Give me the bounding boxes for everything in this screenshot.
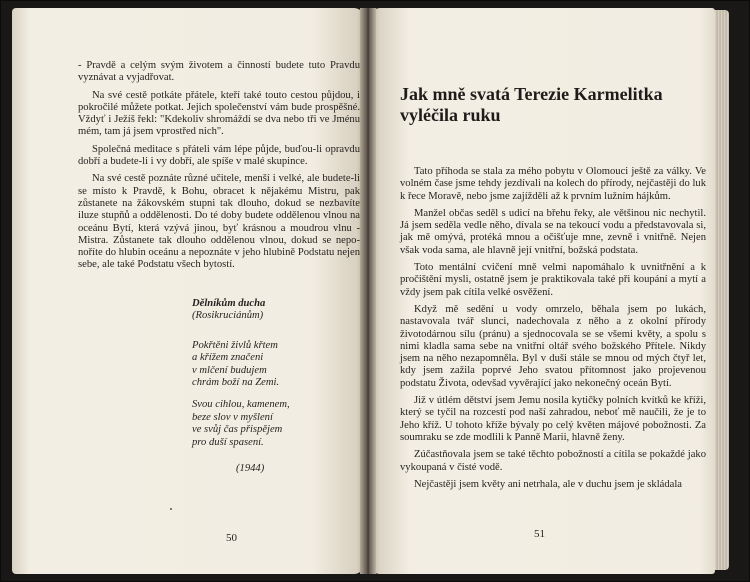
page-edges: [715, 10, 729, 570]
paragraph: Již v útlém dětství jsem Jemu nosila kytičky polních kvítků ke kříži, který se tyčil na rozcestí pod naší zahradou, neboť mě naučili, že je to Jeho kříž. U tohoto kříže bývaly po celý květen májové pobožnosti. Za soumraku se zde modlili k Panně Marii, hlavně ženy.: [400, 395, 706, 443]
paragraph: Společná meditace s přáteli vám lépe půjde, buďou-li opravdu dobří a budete-li i vy dobří, ale spíše v malé skupince.: [78, 143, 360, 168]
right-page: [370, 8, 715, 574]
poem-year: (1944): [236, 463, 265, 475]
paragraph: - Pravdě a celým svým životem a činností budete tuto Pravdu vyznávat a vyjadřovat.: [78, 60, 360, 84]
paper-speck: [170, 508, 172, 510]
paragraph: Manžel občas seděl s udicí na břehu řeky, ale většinou nic nechytil. Já jsem seděla vedle něho, dívala se na tekoucí vodu a představovala si, jak mě omývá, protéká mnou a očišťuje mne, zevně i vnitřně. Nejen však voda sama, ale hlavně její vnitřní, božská podstata.: [400, 207, 706, 256]
page-number-right: 51: [534, 528, 545, 540]
paragraph: Nejčastěji jsem květy ani netrhala, ale v duchu jsem je skládala: [414, 478, 682, 490]
left-page: [12, 8, 364, 574]
page-number-left: 50: [226, 532, 237, 544]
paragraph: Na své cestě poznáte různé učitele, menší i velké, ale budete-li se místo k Pravdě, k Bohu, obracet k nějakému Mistru, pak zůstanete na žákovském stupni tak dlouho, dokud se nezbavíte iluze stupňů a oddělenosti. Do té doby budete oddělenou vlnou na oceánu Bytí, která vzývá jinou, byť krásnou a moudrou vlnu - Mistra. Zůstanete tak dlouho oddělenou vlnou, dokud se nepo-noříte do hlubin oceánu a nepoznáte v jeho hlubině Podstatu nejen sebe, ale také Podstatu všech bytostí.: [78, 173, 360, 271]
poem-stanza: Pokřtěni živlů křtem a křížem značeni v mlčení budujem chrám boží na Zemi.: [192, 339, 280, 389]
book-spine-gutter: [360, 8, 376, 574]
left-page-text: [78, 60, 360, 277]
paragraph: Tato příhoda se stala za mého pobytu v Olomouci ještě za války. Ve volném čase jsme tehdy jezdívali na kolech do přírody, nejčastěji do luk k řece Moravě, nebo jsme zajížděli až k prvním lužním hájkům.: [400, 166, 706, 202]
poem-title: Dělníkům ducha: [192, 298, 266, 309]
paragraph: Zúčastňovala jsem se také těchto pobožností a cítila se pokaždé jako vykoupaná v čisté vodě.: [400, 449, 706, 473]
poem-stanza: Svou cihlou, kamenem, beze slov v myšlení ve svůj čas přispějem pro duší spasení.: [192, 399, 290, 448]
paragraph: Když mě sedění u vody omrzelo, běhala jsem po lukách, nastavovala tvář slunci, nadechovala z něho a z okolní přírody životodárnou sílu (pránu) a sjednocovala se se všemi květy, a spolu s nimi kladla sama sebe na vnitřní oltář svého božského Přítele. Nikdy jsem na něho nezapomněla. Byl v duši stále se mnou od mých čtyř let, kdy jsem zažila poprvé Jeho svatou přítomnost jako projevenou podstatu Života, odevšad vyvěrající jako nekonečný oceán Bytí.: [400, 303, 706, 389]
paragraph: Toto mentální cvičení mně velmi napomáhalo k uvnitřnění a k pročištění mysli, ostatně jsem je praktikovala také při koupání a mytí a vždy jsem pak cítila velké osvěžení.: [400, 262, 706, 298]
right-page-text: [400, 166, 706, 496]
poem: [192, 298, 342, 475]
poem-subtitle: (Rosikruciánům): [192, 310, 264, 322]
chapter-title: Jak mně svatá Terezie Karmelitka vyléčila ruku: [400, 84, 663, 125]
paragraph: Na své cestě potkáte přátele, kteří také touto cestou půjdou, i pokročilé můžete potkat. Jejich společenství vám bude prospěšné. Vždyť i Ježíš řekl: "Kdekoliv shromáždí se dva nebo tři ve Jménu mém, tam já jsem vprostřed nich".: [78, 89, 360, 138]
